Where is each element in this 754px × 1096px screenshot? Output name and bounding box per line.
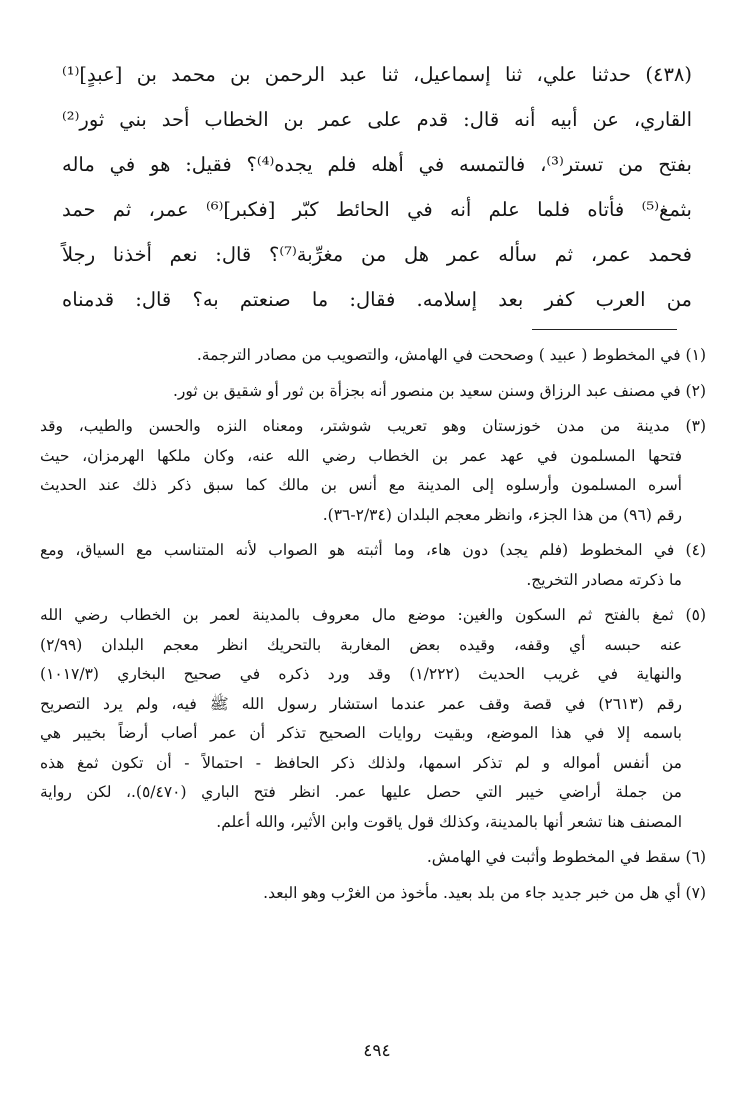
main-text-line: القاري، عن أبيه أنه قال: قدم على عمر بن الخطاب أحد بني ثور⁽²⁾ [62, 108, 692, 131]
footnote-line: فتحها المسلمون في عهد عمر بن الخطاب رضي الله عنه، وكان ملكها الهرمزان، حيث [40, 446, 682, 465]
footnote-line: (٥) ثمغ بالفتح ثم السكون والغين: موضع مال معروف بالمدينة لعمر بن الخطاب رضي الله [40, 606, 706, 624]
footnotes [40, 341, 706, 908]
footnote-line: (٦) سقط في المخطوط وأثبت في الهامش. [426, 848, 706, 866]
footnote-1 [40, 341, 706, 371]
footnote-divider [532, 329, 677, 330]
footnote-line: (٧) أي هل من خبر جديد جاء من بلد بعيد. مأخوذ من الغرْب وهو البعد. [263, 883, 706, 902]
footnote-6 [40, 843, 706, 873]
footnote-line: المصنف هنا تشعر أنها بالمدينة، وكذلك قول ياقوت وابن الأثير، والله أعلم. [216, 812, 682, 831]
footnote-3 [40, 412, 706, 530]
footnote-line: أسره المسلمون وأرسلوه إلى المدينة مع أنس بن مالك كما سبق ذكر ذلك عند الحديث [40, 476, 682, 494]
footnote-line: (٣) مدينة من مدن خوزستان وهو تعريب شوشتر، ومعناه النزه والحسن والطيب، وقد [40, 417, 706, 435]
footnote-line: ما ذكرته مصادر التخريج. [526, 570, 682, 589]
page-number: ٤٩٤ [363, 1041, 391, 1061]
footnote-4 [40, 536, 706, 595]
footnote-line: من أنفس أمواله و لم تذكر اسمها، ولذلك ذكر الحافظ - احتمالاً - أن تكون ثمغ هذه [40, 753, 682, 772]
main-text-line: بفتح من تستر⁽³⁾، فالتمسه في أهله فلم يجده⁽⁴⁾؟ فقيل: هو في ماله [62, 153, 692, 176]
footnote-line: من جملة أراضي خيبر التي حصل عليها عمر. انظر فتح الباري (٥/٤٧٠).، لكن رواية [40, 783, 682, 801]
footnote-2 [40, 377, 706, 407]
main-text [62, 52, 692, 322]
main-text-line: من العرب كفر بعد إسلامه. فقال: ما صنعتم به؟ قال: قدمناه [62, 288, 692, 311]
footnote-line: رقم (٢٦١٣) في قصة وقف عمر عندما استشار رسول الله ﷺ فيه، ولم يرد التصريح [40, 694, 683, 713]
main-text-line: بثمغ⁽⁵⁾ فأتاه فلما علم أنه في الحائط كبّر [فكبر]⁽⁶⁾ عمر، ثم حمد [62, 198, 692, 221]
footnote-5 [40, 601, 706, 837]
main-text-line: (٤٣٨) حدثنا علي، ثنا إسماعيل، ثنا عبد الرحمن بن محمد بن [عبدٍ]⁽¹⁾ [62, 63, 692, 86]
footnote-line: باسمه إلا في هذا الموضع، وبقيت روايات الصحيح تذكر أن عمر أصاب أرضاً بخيبر هي [40, 724, 682, 742]
footnote-line: رقم (٩٦) من هذا الجزء، وانظر معجم البلدان (٢/٣٤-٣٦). [322, 505, 682, 524]
footnote-line: (٤) في المخطوط (فلم يجد) دون هاء، وما أثبته هو الصواب لأنه المتناسب مع السياق، ومع [40, 541, 706, 559]
footnote-7 [40, 879, 706, 909]
footnote-line: (٢) في مصنف عبد الرزاق وسنن سعيد بن منصور أنه بجزأة بن ثور أو شقيق بن ثور. [173, 381, 706, 400]
footnote-line: عنه حبسه أي وقفه، وقيده بعض المغاربة بالتحريك انظر معجم البلدان (٢/٩٩) [40, 635, 682, 654]
main-text-line: فحمد عمر، ثم سأله عمر هل من مغرِّبة⁽⁷⁾؟ قال: نعم أخذنا رجلاً [62, 243, 692, 266]
footnote-line: والنهاية في غريب الحديث (١/٢٢٢) وقد ورد ذكره في صحيح البخاري (١٠١٧/٣) [40, 665, 683, 683]
footnote-line: (١) في المخطوط ( عبيد ) وصححت في الهامش، والتصويب من مصادر الترجمة. [196, 346, 706, 364]
